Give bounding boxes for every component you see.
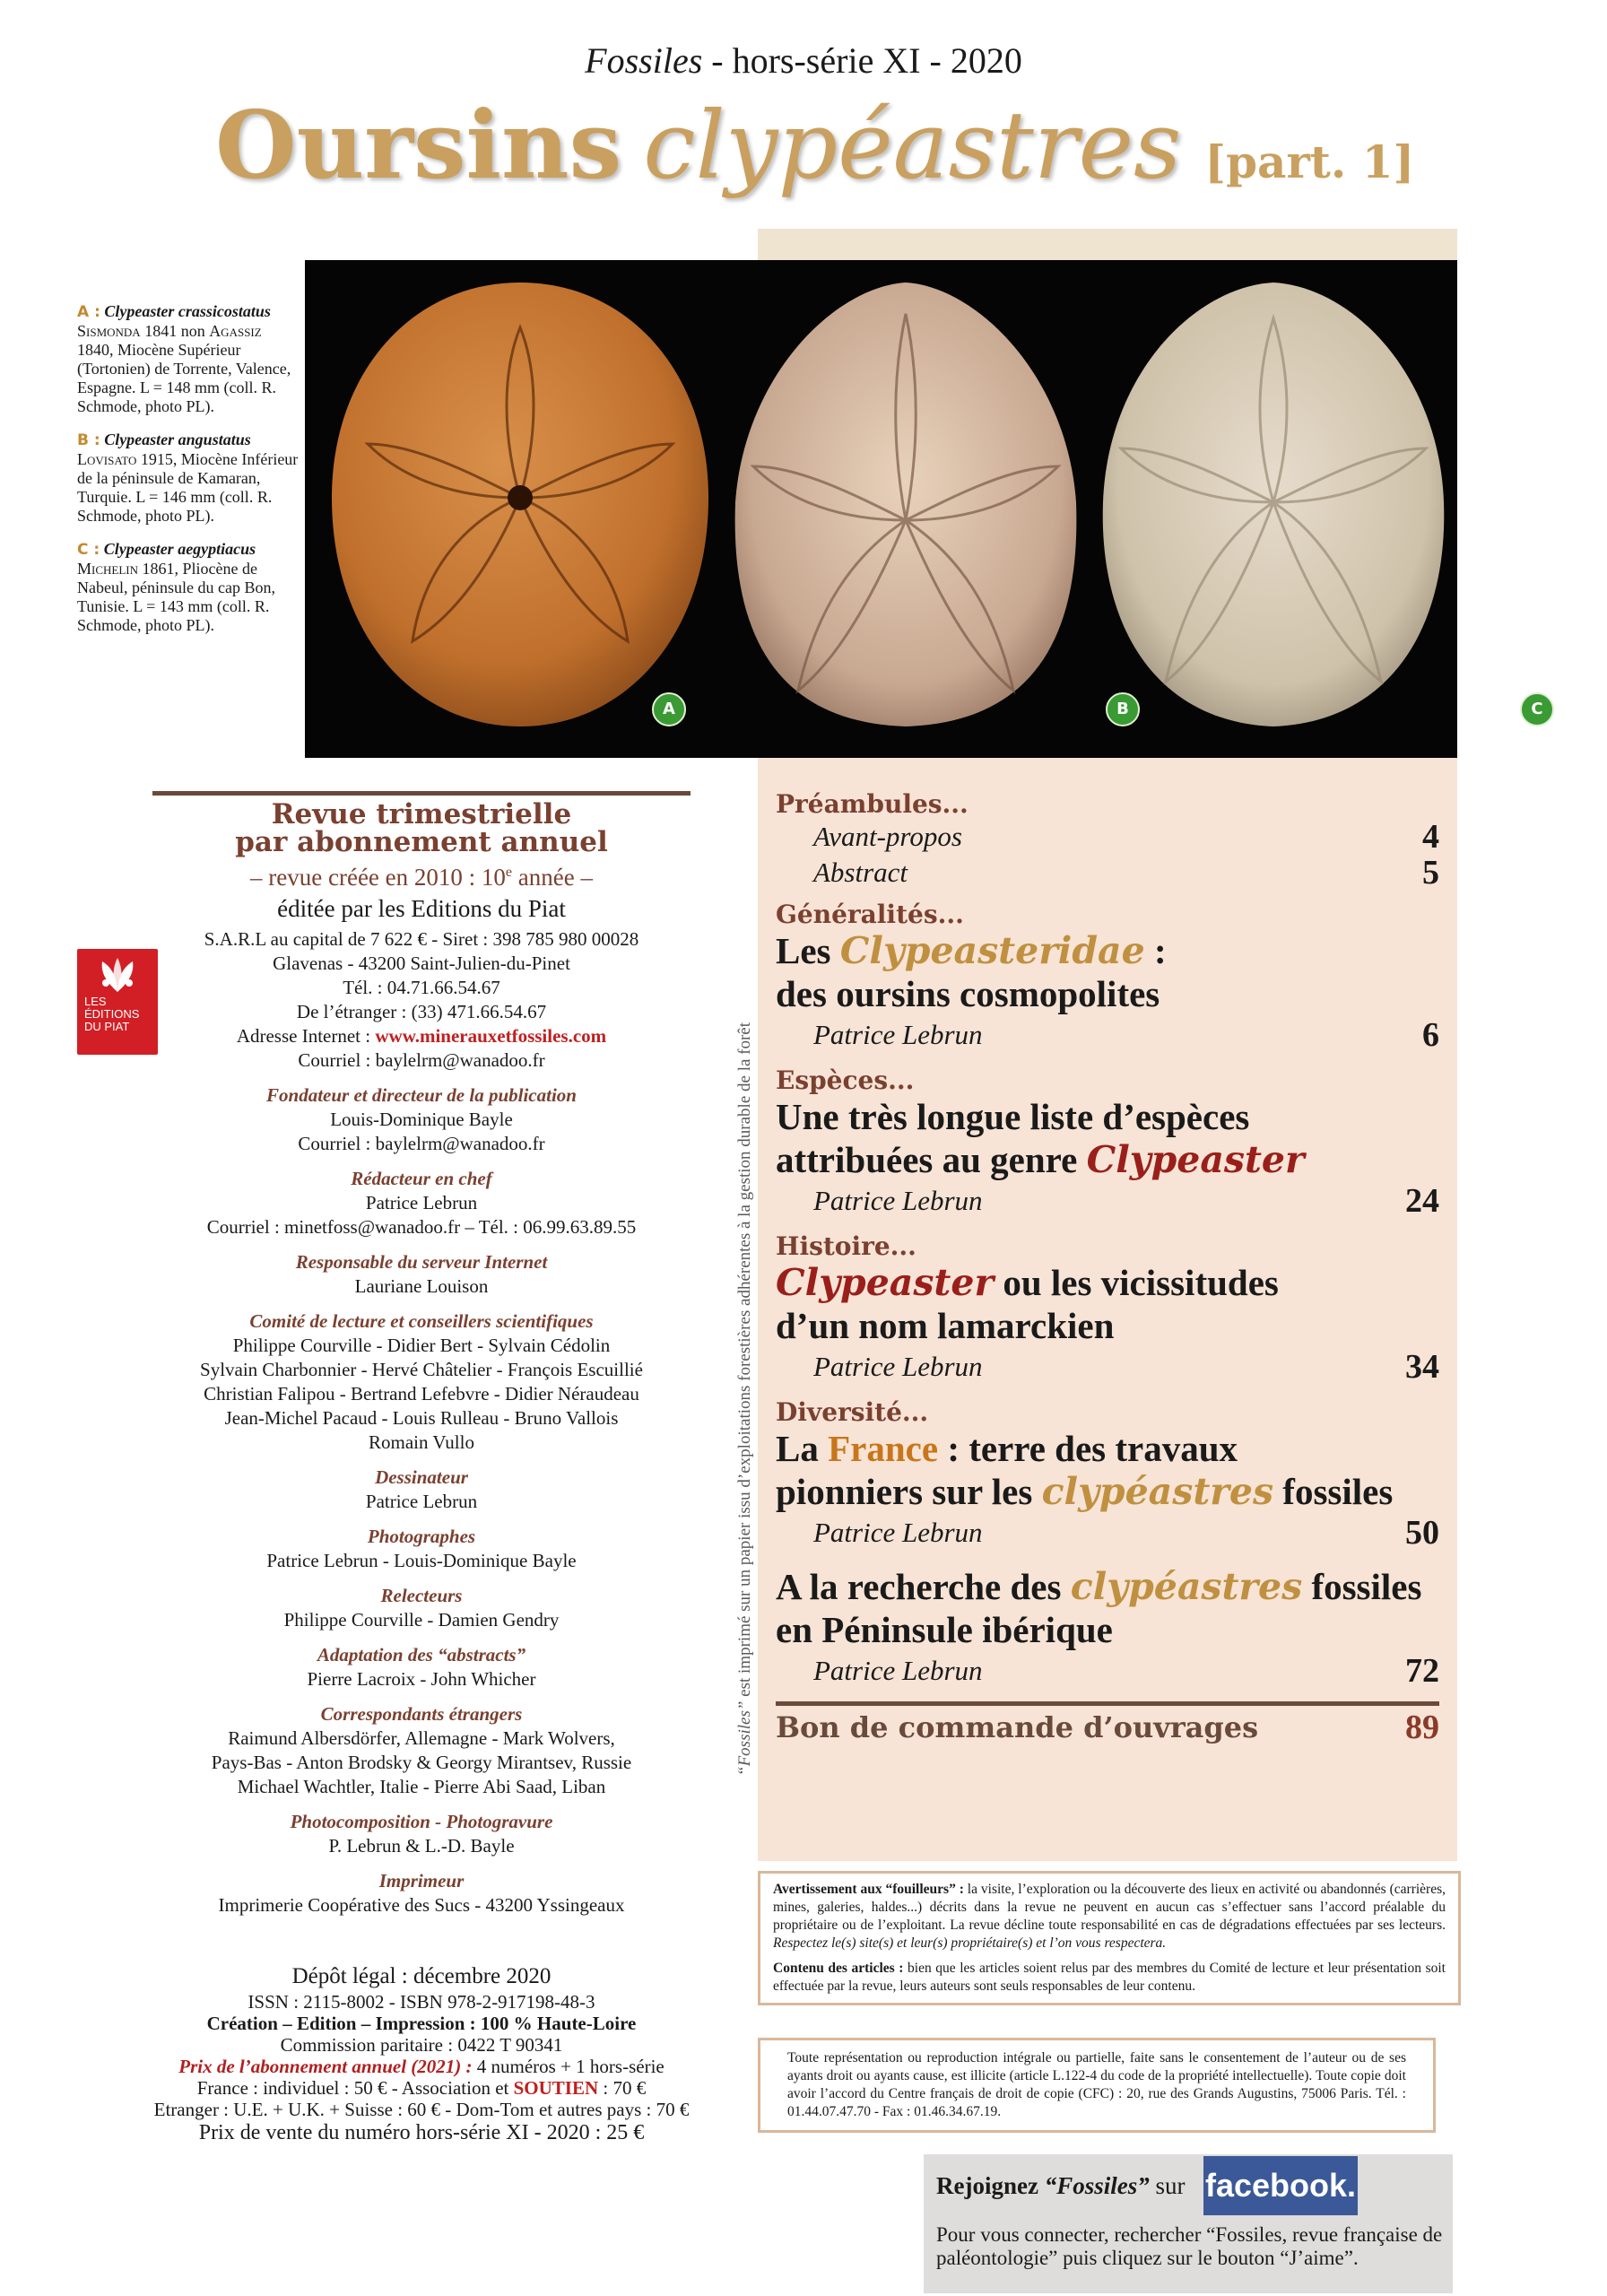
toc-article-title-cont: d’un nom lamarckien [776, 1305, 1115, 1346]
role-line: Patrice Lebrun [365, 1491, 478, 1512]
toc-section-heading: Généralités... [776, 900, 964, 929]
role-line: P. Lebrun & L.-D. Bayle [328, 1835, 515, 1857]
role-heading: Photographes [367, 1526, 476, 1547]
revue-title: Revue trimestrielle par abonnement annuel [235, 798, 608, 858]
role-heading: Dessinateur [375, 1466, 468, 1488]
toc-author: Patrice Lebrun 34 [813, 1348, 1439, 1386]
photo-badge-a: A [652, 692, 686, 726]
address-line: Glavenas - 43200 Saint-Julien-du-Pinet [273, 952, 570, 974]
role-line: Courriel : baylelrm@wanadoo.fr [298, 1133, 545, 1154]
company-line: S.A.R.L au capital de 7 622 € - Siret : 398 785 980 00028 [204, 928, 639, 950]
tel-line: Tél. : 04.71.66.54.67 [343, 977, 500, 998]
role-line: Michael Wachtler, Italie - Pierre Abi Saad, Liban [237, 1776, 606, 1797]
toc-author: Patrice Lebrun 24 [813, 1182, 1439, 1220]
web-line: Adresse Internet : www.minerauxetfossiles.com [236, 1025, 607, 1047]
urchin-photo-b [726, 269, 1085, 744]
photo-badge-b: B [1106, 692, 1140, 726]
role-line: Lauriane Louison [354, 1275, 489, 1297]
editions-du-piat-logo: LES ÉDITIONS DU PIAT [77, 949, 158, 1055]
role-heading: Fondateur et directeur de la publication [266, 1084, 577, 1106]
masthead [152, 791, 691, 1918]
role-heading: Imprimeur [378, 1870, 465, 1892]
masthead-roles [152, 1083, 691, 1918]
toc-article-title[interactable]: Une très longue liste d’espèces [776, 1096, 1250, 1137]
page-title [215, 90, 1415, 200]
toc-author: Patrice Lebrun 72 [813, 1652, 1439, 1690]
title-part: [part. 1] [1204, 135, 1415, 188]
toc-article-title[interactable]: A la recherche des clypéastres fossiles [776, 1565, 1422, 1608]
role-line: Sylvain Charbonnier - Hervé Châtelier - François Escuillié [200, 1359, 643, 1380]
facebook-instructions: Pour vous connecter, rechercher “Fossiles, revue française de paléontologie” puis cliquez sur le bouton “J’aime”. [936, 2223, 1443, 2269]
table-of-contents [776, 789, 1439, 1749]
facebook-join-text: Rejoignez “Fossiles” sur [936, 2172, 1186, 2199]
caption-c: C : Clypeaster aegyptiacus Michelin 1861, Pliocène de Nabeul, péninsule du cap Bon, Tunisie. L = 143 mm (coll. R. Schmode, photo PL). [77, 540, 275, 634]
toc-entry[interactable]: Abstract 5 [813, 854, 1439, 891]
toc-article-title[interactable]: Les Clypeasteridae : [776, 929, 1167, 972]
title-word-oursins: Oursins [215, 90, 622, 200]
role-line: Jean-Michel Pacaud - Louis Rulleau - Bruno Vallois [224, 1407, 619, 1429]
toc-section-heading: Espèces... [776, 1065, 915, 1095]
revue-created: – revue créée en 2010 : 10e année – [250, 864, 593, 891]
role-line: Patrice Lebrun [365, 1192, 478, 1213]
photo-badge-c: C [1520, 692, 1554, 726]
role-line: Philippe Courville - Didier Bert - Sylvain Cédolin [232, 1335, 611, 1356]
toc-article-title-cont: des oursins cosmopolites [776, 973, 1160, 1014]
role-heading: Correspondants étrangers [320, 1703, 523, 1725]
masthead-rule [152, 791, 691, 796]
urchin-photo-c [1094, 269, 1453, 744]
legal-info: Dépôt légal : décembre 2020 ISSN : 2115-8002 - ISBN 978-2-917198-48-3 Création – Edition – Impression : 100 % Haute-Loire Commission paritaire : 0422 T 90341 Prix de l’abonnement annuel (2021) : 4 numéros + 1 hors-série France : individuel : 50 € - Association et SOUTIEN : 70 € Etranger : U.E. + U.K. + Suisse : 60 € - Dom-Tom et autres pays : 70 € Prix de vente du numéro hors-série XI - 2020 : 25 € [153, 1964, 690, 2144]
toc-background-top [758, 229, 1457, 265]
photo-captions [77, 302, 301, 649]
role-line: Courriel : minetfoss@wanadoo.fr – Tél. : 06.99.63.89.55 [206, 1216, 637, 1238]
toc-article-title[interactable]: Clypeaster ou les vicissitudes [776, 1261, 1279, 1304]
role-line: Pierre Lacroix - John Whicher [307, 1668, 536, 1690]
role-line: Raimund Albersdörfer, Allemagne - Mark Wolvers, [228, 1727, 615, 1749]
toc-article-title[interactable]: La France : terre des travaux [776, 1428, 1238, 1469]
toc-article-title-cont: attribuées au genre Clypeaster [776, 1138, 1305, 1181]
logo-flower-icon [90, 956, 145, 994]
caption-a: A : Clypeaster crassicostatus Sismonda 1841 non Agassiz 1840, Miocène Supérieur (Tortonien) de Torrente, Valence, Espagne. L = 148 mm (coll. R. Schmode, photo PL). [77, 302, 291, 415]
copyright-notice: Toute représentation ou reproduction intégrale ou partielle, faite sans le consentement de l’auteur ou de ses ayants droit ou ayants cause, est illicite (article L.122-4 du code de la propriété intellectuelle). Toute copie doit avoir l’accord du Centre français de droit de copie (CFC) : 20, rue des Grands Augustins, 75006 Paris. Tél. : 01.44.07.47.70 - Fax : 01.46.34.67.19. [758, 2038, 1436, 2133]
warning-notice: Avertissement aux “fouilleurs” : la visite, l’exploration ou la découverte des lieux en activité ou abandonnés (carrières, mines, galeries, haldes...) décrits dans la revue ne peuvent en aucun cas s’effectuer sans l’accord préalable du propriétaire ou de l’exploitant. La revue décline toute responsabilité en cas de dégradations effectuées par ses lecteurs. Respectez le(s) site(s) et leur(s) propriétaire(s) et l’on vous respectera. Contenu des articles : bien que les articles soient relus par des membres du Comité de lecture et leur présentation soit effectuée par la revue, leurs auteurs sont seuls responsables de leur contenu. [758, 1871, 1461, 2005]
role-line: Louis-Dominique Bayle [330, 1109, 513, 1130]
role-line: Philippe Courville - Damien Gendry [283, 1609, 560, 1631]
urchin-photo-a [323, 274, 717, 740]
role-line: Imprimerie Coopérative des Sucs - 43200 Yssingeaux [218, 1894, 625, 1916]
role-heading: Adaptation des “abstracts” [317, 1644, 526, 1665]
website-link[interactable]: www.minerauxetfossiles.com [375, 1025, 607, 1047]
role-line: Christian Falipou - Bertrand Lefebvre - Didier Néraudeau [204, 1383, 639, 1405]
caption-b: B : Clypeaster angustatus Lovisato 1915, Miocène Inférieur de la péninsule de Kamaran, Turquie. L = 146 mm (coll. R. Schmode, photo PL). [77, 430, 299, 525]
order-form-link[interactable]: Bon de commande d’ouvrages 89 [776, 1709, 1439, 1746]
role-line: Pays-Bas - Anton Brodsky & Georgy Mirantsev, Russie [211, 1752, 632, 1773]
toc-article-title-cont: en Péninsule ibérique [776, 1609, 1113, 1650]
role-heading: Comité de lecture et conseillers scientifiques [249, 1310, 594, 1332]
toc-section-heading: Diversité... [776, 1397, 929, 1427]
mail-line: Courriel : baylelrm@wanadoo.fr [298, 1049, 545, 1071]
series-line: Fossiles - hors-série XI - 2020 [585, 40, 1022, 81]
toc-author: Patrice Lebrun 6 [813, 1016, 1439, 1054]
toc-section-heading: Préambules... [776, 789, 969, 819]
toc-article-title-cont: pionniers sur les clypéastres fossiles [776, 1470, 1394, 1513]
facebook-logo[interactable]: facebook. [1203, 2156, 1358, 2215]
urchin-photo-strip [305, 260, 1543, 758]
tel-abroad-line: De l’étranger : (33) 471.66.54.67 [296, 1001, 547, 1022]
title-word-clypeastres: clypéastres [643, 91, 1182, 200]
role-line: Patrice Lebrun - Louis-Dominique Bayle [266, 1550, 577, 1571]
role-heading: Responsable du serveur Internet [295, 1251, 548, 1273]
role-line: Romain Vullo [369, 1431, 474, 1453]
role-heading: Rédacteur en chef [351, 1168, 492, 1189]
toc-section-heading: Histoire... [776, 1231, 916, 1261]
toc-author: Patrice Lebrun 50 [813, 1514, 1439, 1552]
paper-notice-vertical: “Fossiles” est imprimé sur un papier issu d’exploitations forestières adhérentes à la gestion durable de la forêt [735, 1022, 754, 1776]
revue-editor: éditée par les Editions du Piat [277, 895, 566, 922]
role-heading: Photocomposition - Photogravure [290, 1811, 553, 1832]
facebook-box [924, 2154, 1453, 2293]
role-heading: Relecteurs [380, 1585, 463, 1606]
toc-entry[interactable]: Avant-propos 4 [813, 818, 1439, 856]
